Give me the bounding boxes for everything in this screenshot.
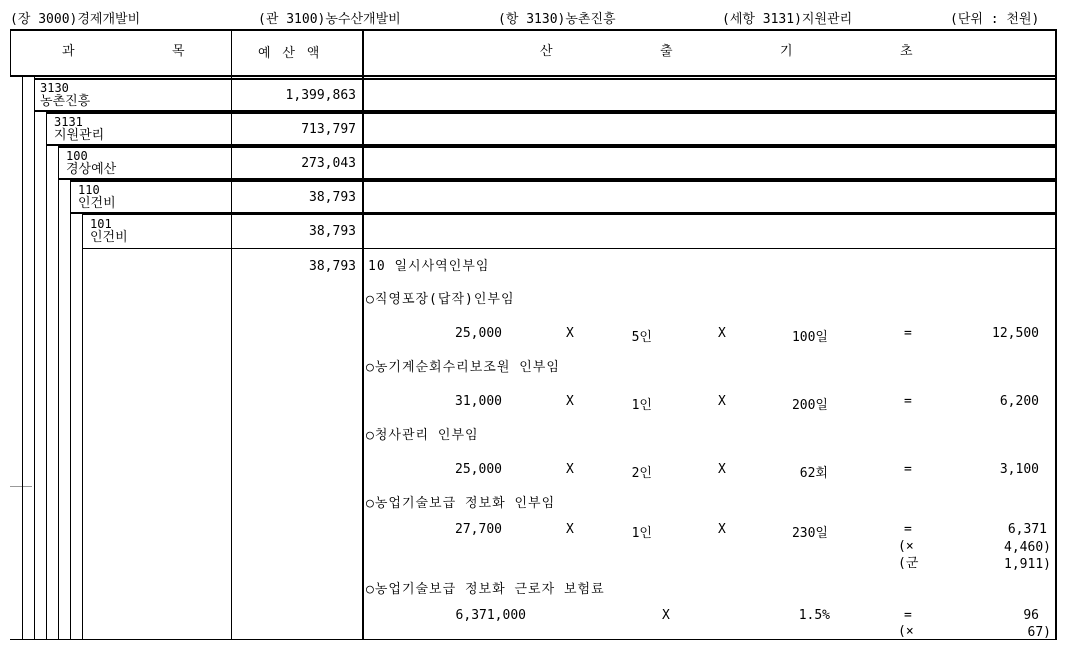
table-top-border (10, 29, 1056, 31)
row-3130-amount: 1,399,863 (285, 88, 356, 103)
item-2-eq: = (904, 394, 912, 409)
item-2-x1: X (566, 394, 574, 409)
header-bottom-border (10, 75, 1056, 77)
item-5-x1: X (662, 608, 670, 623)
item-5-c: 1.5% (798, 608, 830, 623)
item-4-sub-2-value: 1,911) (1004, 557, 1051, 572)
row-sep-5 (58, 146, 1056, 148)
item-1-x2: X (718, 326, 726, 341)
item-2-c: 200일 (791, 398, 828, 413)
item-4-x1: X (566, 522, 574, 537)
col-subject-1: 과 (62, 44, 75, 59)
item-5-label: ○농업기술보급 정보화 근로자 보험료 (366, 582, 605, 597)
item-4-result: 6,371 (1007, 522, 1047, 537)
item-4-b: 1인 (631, 526, 652, 541)
hier-line-1 (34, 77, 35, 640)
table-bottom-border (10, 639, 1057, 640)
col-budget: 예 산 액 (258, 46, 322, 61)
row-110-amount: 38,793 (309, 190, 356, 205)
item-5-sub-1-value: 67) (1027, 625, 1051, 640)
hier-line-0 (22, 77, 23, 640)
item-3-b: 2인 (631, 466, 652, 481)
item-1-a: 25,000 (455, 326, 502, 341)
row-sep-1 (34, 78, 1056, 80)
item-3-x2: X (718, 462, 726, 477)
item-3-a: 25,000 (455, 462, 502, 477)
col-basis-3: 기 (780, 44, 793, 59)
item-5-eq: = (904, 608, 912, 623)
header-jang: (장 3000)경제개발비 (10, 12, 141, 27)
row-100-code: 100 (66, 149, 88, 163)
hier-line-3 (58, 146, 59, 640)
header-unit: (단위 : 천원) (950, 12, 1040, 27)
header-gwan: (관 3100)농수산개발비 (258, 12, 401, 27)
col-basis-2: 출 (660, 44, 673, 59)
row-3131-amount: 713,797 (301, 122, 356, 137)
row-3131-name: 지원관리 (54, 128, 105, 143)
item-4-a: 27,700 (455, 522, 502, 537)
item-1-result: 12,500 (992, 326, 1039, 341)
item-2-result: 6,200 (999, 394, 1039, 409)
item-5-a: 6,371,000 (455, 608, 526, 623)
col-basis-4: 초 (900, 44, 913, 59)
item-3-eq: = (904, 462, 912, 477)
row-sep-7 (70, 180, 1056, 182)
item-1-x1: X (566, 326, 574, 341)
item-4-sub-1-tag: (× (898, 539, 914, 554)
row-100-name: 경상예산 (66, 162, 117, 177)
item-2-b: 1인 (631, 398, 652, 413)
item-3-c: 62회 (799, 466, 828, 481)
hier-line-2 (46, 112, 47, 640)
detail-title: 10 일시사역인부임 (368, 259, 490, 274)
row-101-code: 101 (90, 217, 112, 231)
row-110-code: 110 (78, 183, 100, 197)
item-3-label: ○청사관리 인부임 (366, 428, 479, 443)
item-1-b: 5인 (631, 330, 652, 345)
item-4-x2: X (718, 522, 726, 537)
detail-amount: 38,793 (309, 259, 356, 274)
item-3-x1: X (566, 462, 574, 477)
row-3130-name: 농촌진흥 (40, 94, 91, 109)
row-sep-3 (46, 112, 1056, 114)
item-3-result: 3,100 (999, 462, 1039, 477)
item-5-sub-1-tag: (× (898, 624, 914, 639)
col-subject-2: 목 (172, 44, 185, 59)
item-4-c: 230일 (791, 526, 828, 541)
row-101-name: 인건비 (90, 230, 128, 245)
item-5-result: 96 (1023, 608, 1039, 623)
header-sehang: (세항 3131)지원관리 (722, 12, 853, 27)
row-3130-code: 3130 (40, 81, 69, 95)
row-3131-code: 3131 (54, 115, 83, 129)
row-sep-9 (82, 214, 1056, 215)
item-4-sub-2-tag: (군 (898, 556, 919, 571)
item-4-eq: = (904, 522, 912, 537)
hier-line-5 (82, 214, 83, 640)
row-sep-10 (82, 248, 1056, 249)
item-4-label: ○농업기술보급 정보화 인부임 (366, 496, 556, 511)
basis-col-left (362, 29, 364, 640)
col-basis-1: 산 (540, 44, 553, 59)
budget-col-left (231, 29, 232, 640)
item-1-c: 100일 (791, 330, 828, 345)
right-border-inner (1055, 78, 1056, 249)
item-2-label: ○농기계순회수리보조원 인부임 (366, 360, 560, 375)
row-100-amount: 273,043 (301, 156, 356, 171)
item-1-eq: = (904, 326, 912, 341)
item-2-a: 31,000 (455, 394, 502, 409)
row-101-amount: 38,793 (309, 224, 356, 239)
hier-line-4 (70, 180, 71, 640)
item-4-sub-1-value: 4,460) (1004, 540, 1051, 555)
row-110-name: 인건비 (78, 196, 116, 211)
item-2-x2: X (718, 394, 726, 409)
table-left-border (10, 29, 11, 77)
item-1-label: ○직영포장(답작)인부임 (366, 292, 515, 307)
page-break-mark (10, 486, 32, 487)
header-hang: (항 3130)농촌진흥 (498, 12, 616, 27)
